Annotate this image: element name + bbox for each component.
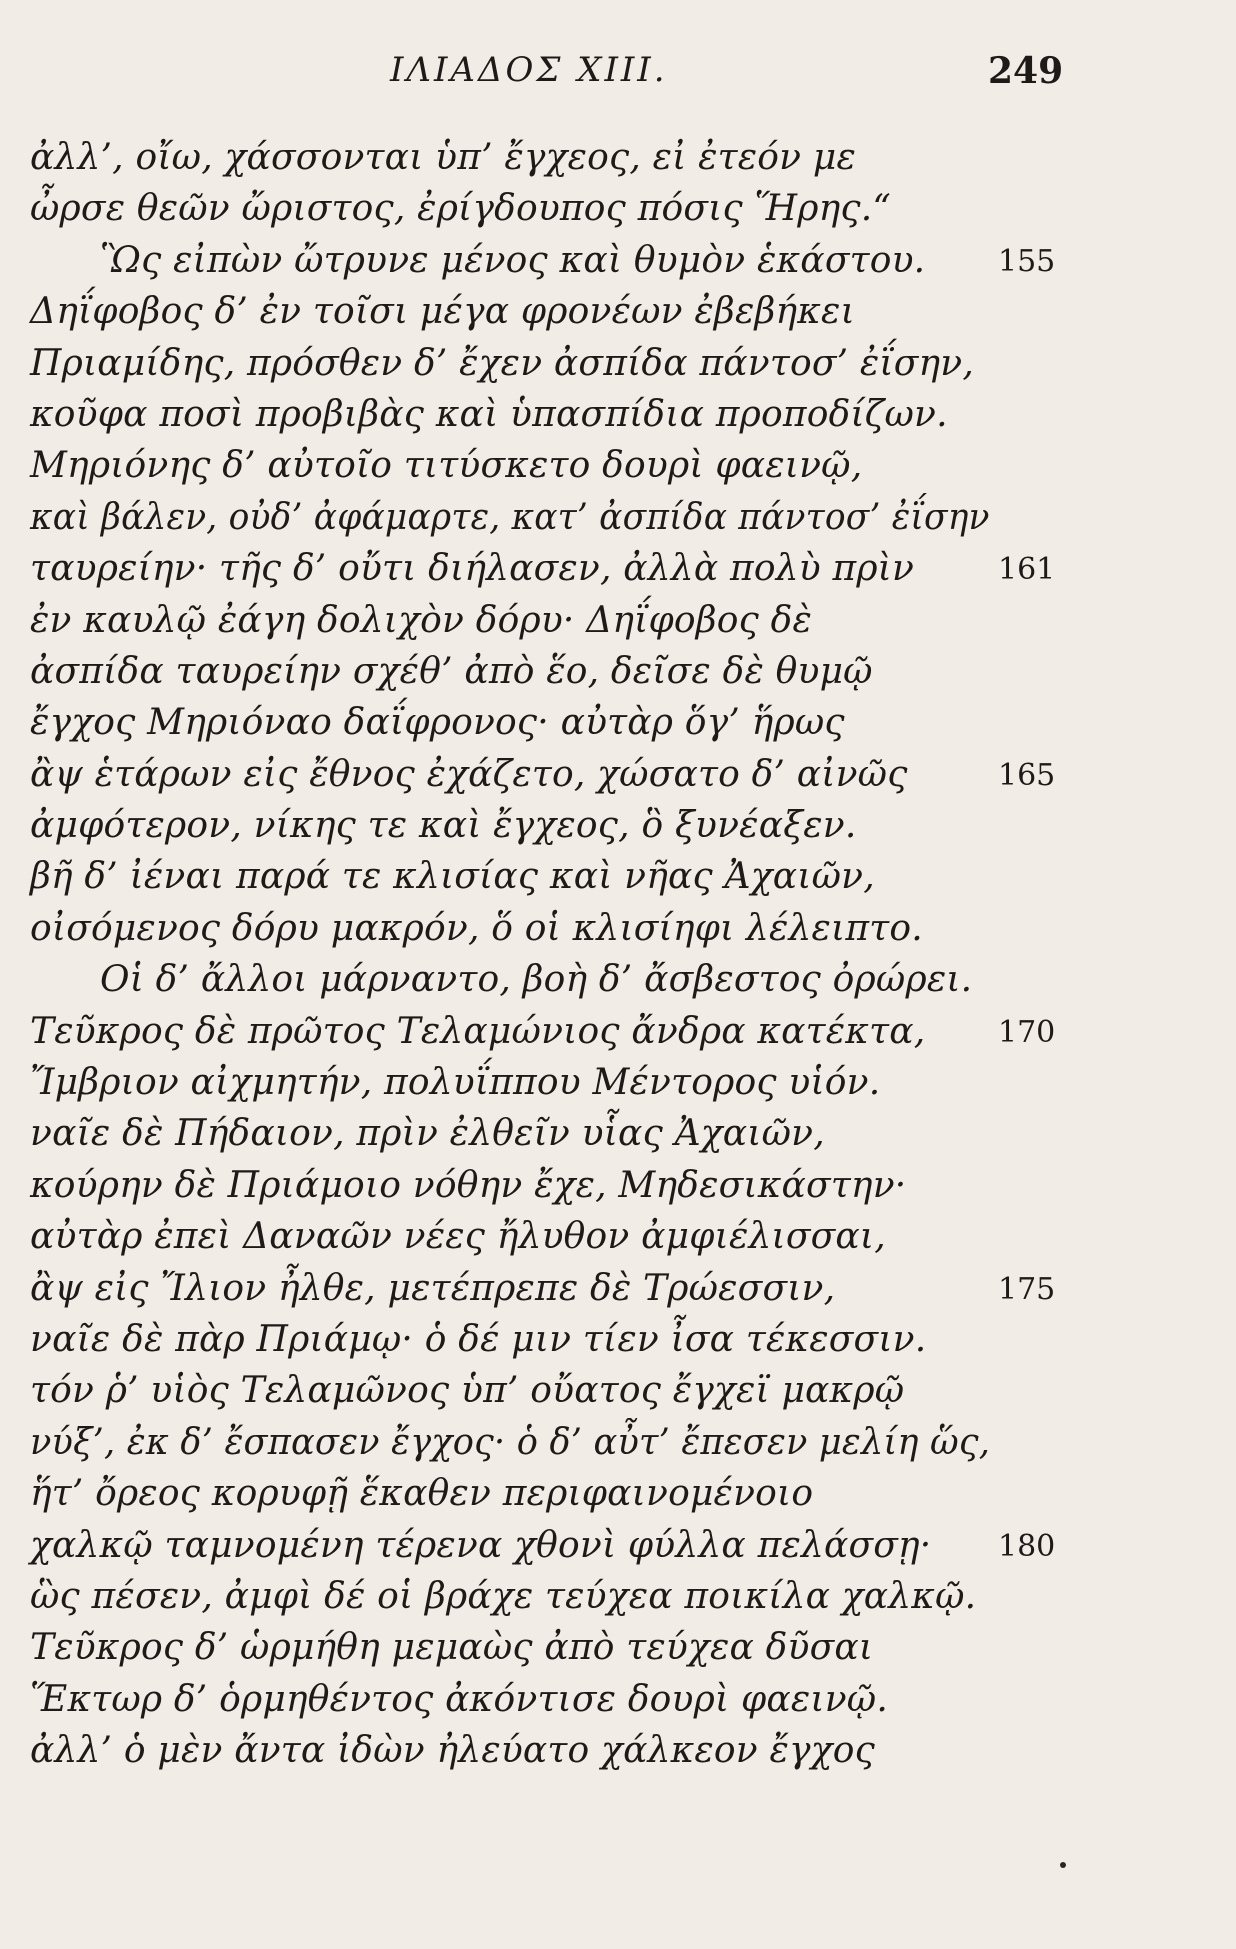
verse-text: Δηΐφοβος δ’ ἐν τοῖσι μέγα φρονέων ἐβεβήκει xyxy=(30,291,855,333)
verse-line xyxy=(0,135,1236,186)
verse-line xyxy=(0,957,1236,1008)
verse-text: οἰσόμενος δόρυ μακρόν, ὅ οἱ κλισίηφι λέλειπτο. xyxy=(30,907,923,949)
verse-text: τόν ῥ’ υἱὸς Τελαμῶνος ὑπ’ οὔατος ἔγχεϊ μακρῷ xyxy=(30,1370,905,1412)
line-number: 161 xyxy=(998,552,1056,588)
verse-text: Οἱ δ’ ἄλλοι μάρναντο, βοὴ δ’ ἄσβεστος ὀρώρει. xyxy=(100,959,973,1001)
verse-text: κούρην δὲ Πριάμοιο νόθην ἔχε, Μηδεσικάστην· xyxy=(30,1164,907,1206)
verse-line xyxy=(0,289,1236,340)
verse-text: Ὣς εἰπὼν ὤτρυνε μένος καὶ θυμὸν ἑκάστου. xyxy=(100,239,926,281)
running-title: ΙΛΙΑΔΟΣ XIII. xyxy=(390,50,668,90)
verse-line xyxy=(0,1677,1236,1728)
verse-line xyxy=(0,443,1236,494)
verse-text: Ἴμβριον αἰχμητήν, πολυΐππου Μέντορος υἱόν. xyxy=(30,1062,881,1104)
verse-line xyxy=(0,1214,1236,1265)
verse-line xyxy=(0,1523,1236,1574)
verse-block xyxy=(0,135,1236,1780)
verse-text: ἐν καυλῷ ἐάγη δολιχὸν δόρυ· Δηΐφοβος δὲ xyxy=(30,599,813,641)
verse-line xyxy=(0,186,1236,237)
verse-line xyxy=(0,1163,1236,1214)
verse-text: Μηριόνης δ’ αὐτοῖο τιτύσκετο δουρὶ φαεινῷ, xyxy=(30,445,863,487)
verse-text: Τεῦκρος δ’ ὡρμήθη μεμαὼς ἀπὸ τεύχεα δῦσαι xyxy=(30,1627,874,1669)
verse-line xyxy=(0,1317,1236,1368)
line-number: 170 xyxy=(998,1014,1056,1050)
verse-text: ἀσπίδα ταυρείην σχέθ’ ἀπὸ ἕο, δεῖσε δὲ θυμῷ xyxy=(30,650,873,692)
verse-text: ἂψ εἰς Ἴλιον ἦλθε, μετέπρεπε δὲ Τρώεσσιν, xyxy=(30,1267,836,1309)
verse-line xyxy=(0,1111,1236,1162)
verse-text: ὣς πέσεν, ἀμφὶ δέ οἱ βράχε τεύχεα ποικίλα χαλκῷ. xyxy=(30,1575,977,1617)
verse-line xyxy=(0,598,1236,649)
verse-line xyxy=(0,495,1236,546)
line-number: 165 xyxy=(998,757,1056,793)
verse-text: Ἕκτωρ δ’ ὁρμηθέντος ἀκόντισε δουρὶ φαεινῷ. xyxy=(30,1678,889,1720)
verse-text: ἂψ ἑτάρων εἰς ἔθνος ἐχάζετο, χώσατο δ’ αἰνῶς xyxy=(30,753,908,795)
verse-line xyxy=(0,341,1236,392)
verse-text: αὐτὰρ ἐπεὶ Δαναῶν νέες ἤλυθον ἀμφιέλισσαι, xyxy=(30,1216,886,1258)
verse-line xyxy=(0,1574,1236,1625)
verse-text: Πριαμίδης, πρόσθεν δ’ ἔχεν ἀσπίδα πάντοσ’ ἐΐσην, xyxy=(30,342,975,384)
verse-line xyxy=(0,854,1236,905)
verse-line xyxy=(0,1471,1236,1522)
verse-line xyxy=(0,238,1236,289)
verse-text: βῆ δ’ ἰέναι παρά τε κλισίας καὶ νῆας Ἀχαιῶν, xyxy=(30,856,875,898)
verse-text: ὦρσε θεῶν ὤριστος, ἐρίγδουπος πόσις Ἥρης.“ xyxy=(30,188,892,230)
line-number: 155 xyxy=(998,243,1056,279)
verse-line xyxy=(0,803,1236,854)
verse-line xyxy=(0,546,1236,597)
verse-text: ἀμφότερον, νίκης τε καὶ ἔγχεος, ὃ ξυνέαξεν. xyxy=(30,805,857,847)
verse-line xyxy=(0,1728,1236,1779)
verse-text: ναῖε δὲ Πήδαιον, πρὶν ἐλθεῖν υἷας Ἀχαιῶν, xyxy=(30,1113,825,1155)
verse-text: ἥτ’ ὄρεος κορυφῇ ἕκαθεν περιφαινομένοιο xyxy=(30,1473,814,1515)
line-number: 180 xyxy=(998,1528,1056,1564)
verse-line xyxy=(0,752,1236,803)
verse-line xyxy=(0,1368,1236,1419)
verse-text: ταυρείην· τῆς δ’ οὔτι διήλασεν, ἀλλὰ πολὺ πρὶν xyxy=(30,548,915,590)
verse-text: κοῦφα ποσὶ προβιβὰς καὶ ὑπασπίδια προποδίζων. xyxy=(30,393,948,435)
verse-line xyxy=(0,1266,1236,1317)
verse-text: ναῖε δὲ πὰρ Πριάμῳ· ὁ δέ μιν τίεν ἶσα τέκεσσιν. xyxy=(30,1318,927,1360)
verse-line xyxy=(0,1625,1236,1676)
page-header xyxy=(0,50,1236,100)
verse-text: Τεῦκρος δὲ πρῶτος Τελαμώνιος ἄνδρα κατέκτα, xyxy=(30,1010,926,1052)
verse-text: νύξ’, ἐκ δ’ ἔσπασεν ἔγχος· ὁ δ’ αὖτ’ ἔπεσεν μελίη ὥς, xyxy=(30,1421,991,1463)
verse-text: ἀλλ’, οἴω, χάσσονται ὑπ’ ἔγχεος, εἰ ἐτεόν με xyxy=(30,137,856,178)
verse-text: καὶ βάλεν, οὐδ’ ἀφάμαρτε, κατ’ ἀσπίδα πάντοσ’ ἐΐσην xyxy=(30,496,990,538)
line-number: 175 xyxy=(998,1271,1056,1307)
verse-line xyxy=(0,1060,1236,1111)
page-number: 249 xyxy=(988,50,1064,92)
ink-speck xyxy=(1060,1862,1066,1868)
verse-line xyxy=(0,649,1236,700)
verse-line xyxy=(0,906,1236,957)
verse-text: ἔγχος Μηριόναο δαΐφρονος· αὐτὰρ ὅγ’ ἥρως xyxy=(30,702,845,744)
verse-line xyxy=(0,1009,1236,1060)
verse-text: ἀλλ’ ὁ μὲν ἄντα ἰδὼν ἠλεύατο χάλκεον ἔγχος xyxy=(30,1730,876,1772)
verse-line xyxy=(0,392,1236,443)
verse-line xyxy=(0,1420,1236,1471)
verse-text: χαλκῷ ταμνομένη τέρενα χθονὶ φύλλα πελάσσῃ· xyxy=(30,1524,932,1566)
verse-line xyxy=(0,700,1236,751)
